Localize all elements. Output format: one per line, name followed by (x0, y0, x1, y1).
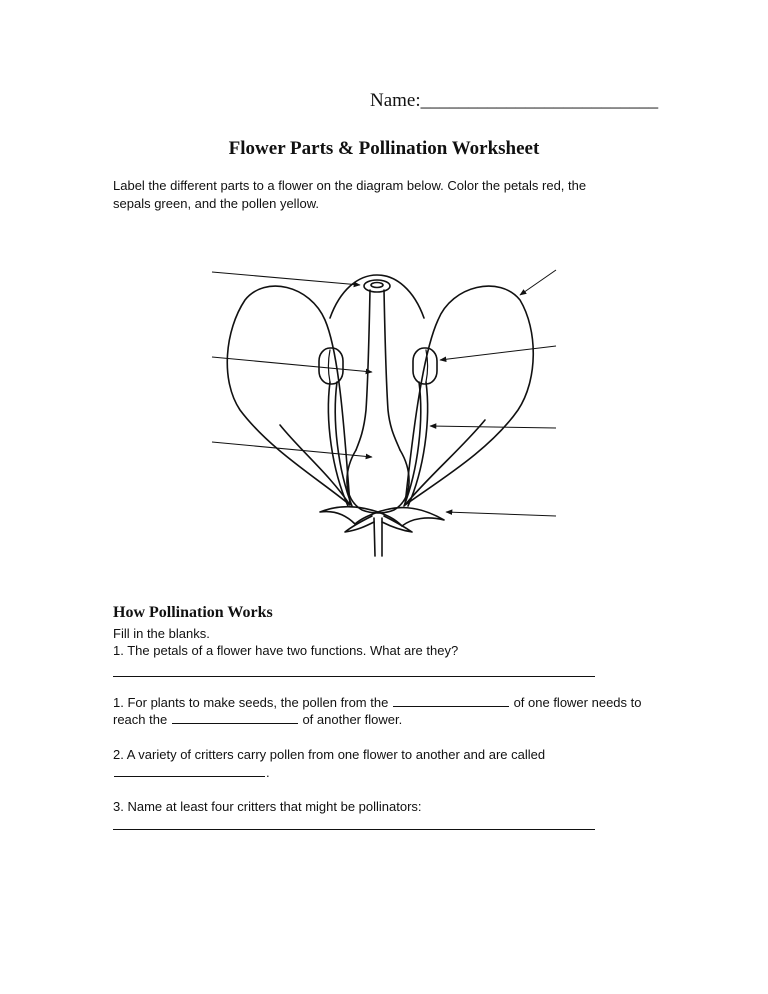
instructions-line-1: Label the different parts to a flower on the diagram below. Color the petals red, the (113, 178, 587, 193)
label-arrow-petal (520, 270, 556, 295)
page-title: Flower Parts & Pollination Worksheet (228, 138, 540, 159)
fill-blanks-intro: Fill in the blanks. (113, 626, 210, 641)
right-petal (405, 286, 533, 505)
instructions (113, 177, 633, 213)
name-field[interactable] (370, 90, 658, 112)
question-pollinators-answer: . (113, 764, 270, 781)
section-heading: How Pollination Works (113, 604, 273, 621)
style-right (384, 290, 400, 450)
label-arrow-filament (430, 426, 556, 428)
stem-left (374, 518, 375, 556)
label-arrow-style (212, 357, 372, 372)
style (356, 290, 370, 450)
right-petal-inner-edge (405, 420, 485, 505)
flower-diagram (200, 260, 570, 565)
left-sepal (320, 507, 378, 524)
instructions-line-2: sepals green, and the pollen yellow. (113, 196, 319, 211)
label-arrow-ovary (212, 442, 372, 457)
left-petal (227, 286, 350, 505)
label-arrow-sepal (446, 512, 556, 516)
question-pollen-transfer-line-1: 1. For plants to make seeds, the pollen from the of one flower needs to (113, 695, 642, 710)
right-sepal-lower (382, 516, 412, 532)
name-label: Name: (370, 90, 421, 111)
name-blank[interactable]: _________________________ (420, 90, 659, 111)
label-arrow-anther (440, 346, 556, 360)
blank-pollen-destination[interactable] (172, 711, 298, 724)
blank-pollen-source[interactable] (393, 694, 509, 707)
left-petal-inner-edge (280, 425, 350, 505)
back-petal (330, 275, 424, 318)
left-filament-2 (335, 382, 352, 506)
ovary (347, 450, 409, 513)
question-pollen-transfer-line-2: reach the of another flower. (113, 712, 403, 727)
blank-pollinators[interactable] (114, 764, 265, 777)
left-anther (319, 348, 343, 384)
question-pollinators-name: 2. A variety of critters carry pollen from one flower to another and are called (113, 747, 546, 762)
question-petal-functions: 1. The petals of a flower have two functions. What are they? (113, 643, 459, 658)
right-sepal (378, 508, 444, 526)
label-arrow-stigma (212, 272, 360, 285)
stigma-inner (371, 283, 383, 288)
question-four-critters: 3. Name at least four critters that might be pollinators: (113, 799, 422, 814)
answer-line-petal-functions[interactable] (113, 676, 595, 677)
answer-line-four-critters[interactable] (113, 829, 595, 830)
